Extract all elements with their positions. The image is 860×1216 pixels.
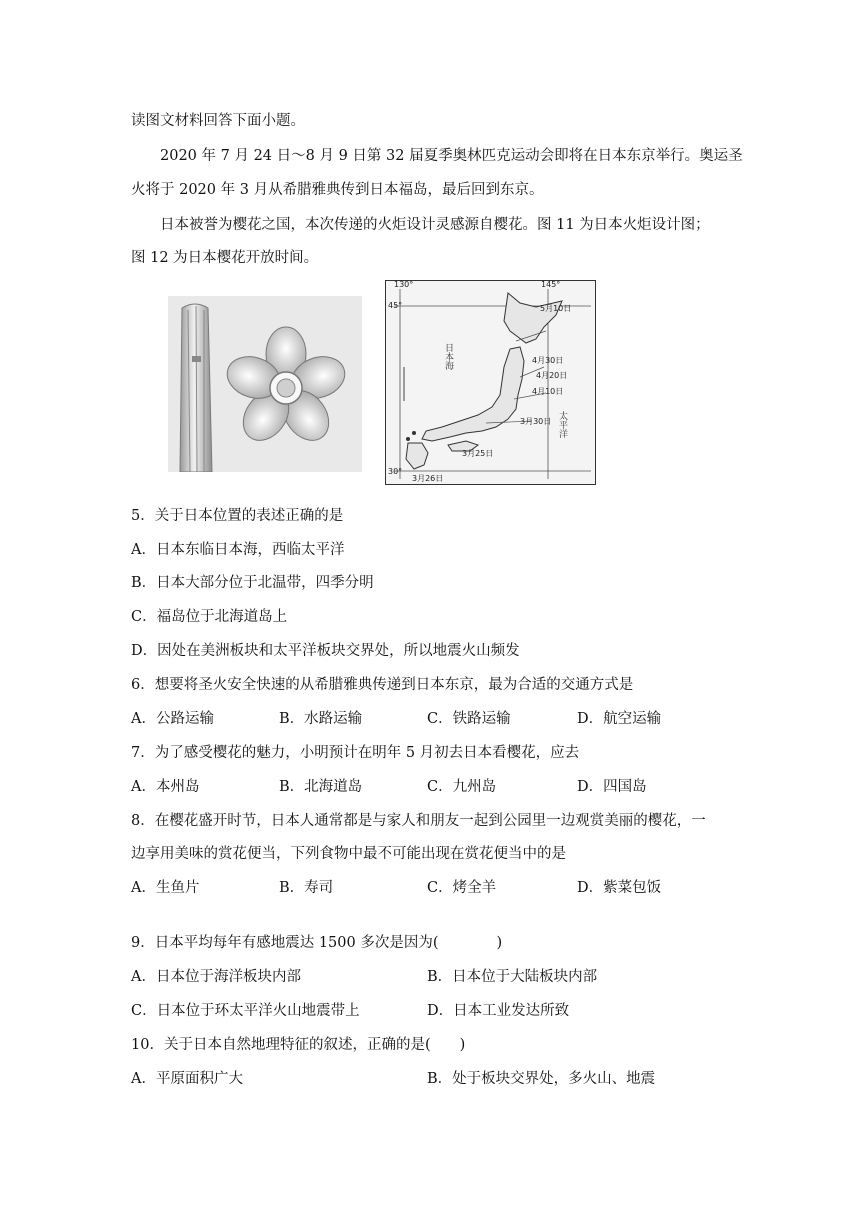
- sea-label: 日本海: [443, 343, 453, 370]
- question-9-option-d: D．日本工业发达所致: [427, 1003, 570, 1019]
- question-7-option-c: C．九州岛: [427, 779, 497, 795]
- question-6-option-d: D．航空运输: [577, 711, 662, 727]
- bloom-date-label: 5月10日: [540, 304, 572, 313]
- question-10-option-b: B．处于板块交界处，多火山、地震: [427, 1071, 656, 1087]
- question-10-options: [131, 1069, 751, 1089]
- question-5-option-c: C．福岛位于北海道岛上: [131, 609, 288, 625]
- question-6-option-b: B．水路运输: [279, 711, 363, 727]
- question-8-options: [131, 878, 751, 898]
- sakura-bloom-map: [385, 280, 596, 485]
- latitude-label: 45°: [388, 301, 403, 310]
- latitude-label: 30°: [388, 467, 403, 476]
- question-7-option-a: A．本州岛: [131, 779, 200, 795]
- question-9-stem: 9．日本平均每年有感地震达 1500 多次是因为( ): [131, 935, 503, 951]
- question-6-option-c: C．铁路运输: [427, 711, 511, 727]
- passage-line: 日本被誉为樱花之国，本次传递的火炬设计灵感源自樱花。图 11 为日本火炬设计图；: [160, 217, 710, 233]
- question-5-option-b: B．日本大部分位于北温带，四季分明: [131, 575, 374, 591]
- longitude-label: 145°: [541, 280, 561, 289]
- question-7-option-d: D．四国岛: [577, 779, 647, 795]
- torch-illustration: [168, 296, 362, 472]
- question-8-option-b: B．寿司: [279, 880, 334, 896]
- question-8-option-d: D．紫菜包饭: [577, 880, 662, 896]
- question-6-options: [131, 709, 751, 729]
- intro-text: 读图文材料回答下面小题。: [131, 113, 305, 129]
- bloom-date-label: 3月25日: [462, 449, 494, 458]
- question-9-option-b: B．日本位于大陆板块内部: [427, 969, 598, 985]
- bloom-date-label: 4月30日: [532, 356, 564, 365]
- question-6-stem: 6．想要将圣火安全快速的从希腊雅典传递到日本东京，最为合适的交通方式是: [131, 677, 634, 693]
- question-7-options: [131, 777, 751, 797]
- question-9-option-a: A．日本位于海洋板块内部: [131, 969, 301, 985]
- passage-line: 图 12 为日本樱花开放时间。: [131, 250, 319, 266]
- question-7-option-b: B．北海道岛: [279, 779, 363, 795]
- passage-line: 火将于 2020 年 3 月从希腊雅典传到日本福岛，最后回到东京。: [131, 182, 544, 198]
- passage-line: 2020 年 7 月 24 日～8 月 9 日第 32 届夏季奥林匹克运动会即将在日本东京举行。奥运圣: [160, 148, 743, 164]
- question-8-option-c: C．烤全羊: [427, 880, 497, 896]
- question-9-option-c: C．日本位于环太平洋火山地震带上: [131, 1003, 360, 1019]
- question-5-option-d: D．因处在美洲板块和太平洋板块交界处，所以地震火山频发: [131, 643, 520, 659]
- ocean-label: 太平洋: [557, 411, 567, 438]
- question-10-stem: 10．关于日本自然地理特征的叙述，正确的是( ): [131, 1037, 466, 1053]
- question-10-option-a: A．平原面积广大: [131, 1071, 243, 1087]
- question-6-option-a: A．公路运输: [131, 711, 214, 727]
- torch-design-figure: [168, 296, 362, 472]
- question-8-stem: 边享用美味的赏花便当，下列食物中最不可能出现在赏花便当中的是: [131, 846, 566, 862]
- question-5-stem: 5．关于日本位置的表述正确的是: [131, 508, 344, 524]
- question-9-options-row2: [131, 1001, 751, 1021]
- question-8-option-a: A．生鱼片: [131, 880, 200, 896]
- bloom-date-label: 3月30日: [520, 417, 552, 426]
- question-7-stem: 7．为了感受樱花的魅力，小明预计在明年 5 月初去日本看樱花，应去: [131, 745, 580, 761]
- bloom-date-label: 4月20日: [536, 371, 568, 380]
- question-9-options-row1: [131, 967, 751, 987]
- question-5-option-a: A．日本东临日本海，西临太平洋: [131, 542, 345, 558]
- longitude-label: 130°: [394, 280, 414, 289]
- question-8-stem: 8．在樱花盛开时节，日本人通常都是与家人和朋友一起到公园里一边观赏美丽的樱花，一: [131, 813, 706, 829]
- bloom-date-label: 4月10日: [532, 387, 564, 396]
- bloom-date-label: 3月26日: [412, 474, 444, 483]
